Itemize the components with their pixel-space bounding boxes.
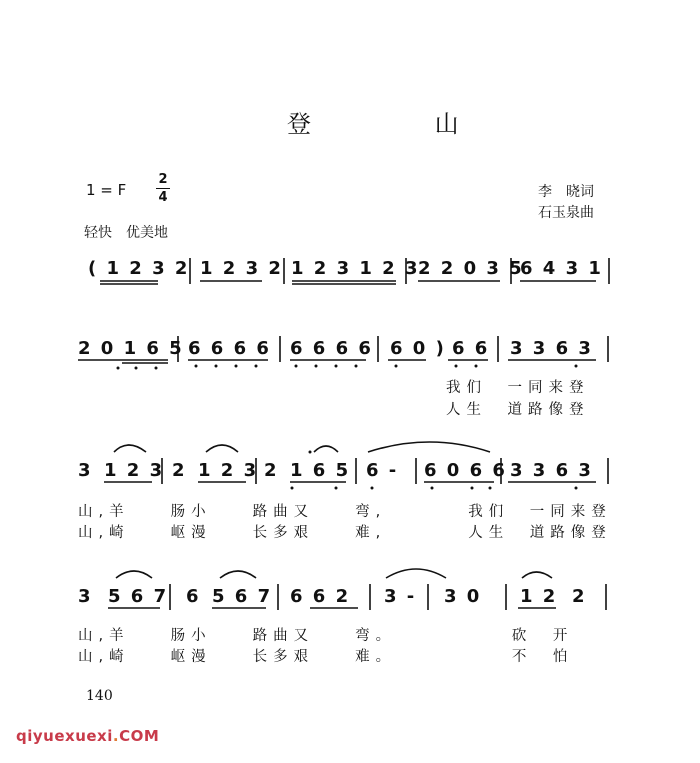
measure: 1 2 3 <box>104 460 165 481</box>
watermark-q: q <box>16 727 28 745</box>
measure: 3 3 6 3 <box>510 338 593 359</box>
measure: 1 6 5 <box>290 460 351 481</box>
measure: 6 6 2 <box>290 586 351 607</box>
octave-dot <box>489 487 492 490</box>
watermark <box>16 727 159 745</box>
lyric-line-5: 山,羊 肠小 路曲又 弯。 砍 开 <box>78 628 574 644</box>
measure: 1 2 3 <box>198 460 259 481</box>
octave-dot <box>195 365 198 368</box>
tempo-marking: 轻快 优美地 <box>84 225 168 241</box>
measure: 1 2 3 2 <box>200 258 283 279</box>
octave-dot <box>155 367 158 370</box>
slur <box>368 442 490 452</box>
watermark-dot: . <box>112 727 120 745</box>
octave-dot <box>335 365 338 368</box>
measure: 6 4 3 1 <box>520 258 603 279</box>
lyric-line-2: 人生 道路像登 <box>446 402 590 418</box>
slur <box>314 446 338 452</box>
measure: 6 0 6 6 <box>424 460 507 481</box>
octave-dot <box>431 487 434 490</box>
slur <box>220 571 256 578</box>
measure: 6 6 6 6 <box>290 338 373 359</box>
measure: 6 <box>186 586 201 607</box>
octave-dot <box>575 487 578 490</box>
key-signature: 1 = F <box>86 181 127 199</box>
octave-dot <box>215 365 218 368</box>
measure: 3 0 <box>444 586 482 607</box>
lyric-line-1: 我们 一同来登 <box>446 380 590 396</box>
octave-dot <box>309 451 312 454</box>
measure: 3 <box>78 586 93 607</box>
octave-dot <box>455 365 458 368</box>
slur <box>206 445 238 452</box>
time-sig-top: 2 <box>158 172 168 187</box>
slur <box>386 569 446 578</box>
lyric-line-4: 山,崎 岖漫 长多艰 难, 人生 道路像登 <box>78 525 612 541</box>
lyric-line-6: 山,崎 岖漫 长多艰 难。 不 怕 <box>78 649 574 665</box>
composer-credit: 石玉泉曲 <box>538 205 594 221</box>
song-title: 登 山 <box>287 110 517 138</box>
measure: 2 <box>172 460 187 481</box>
measure: 6 6 6 6 <box>188 338 271 359</box>
page-number: 140 <box>86 688 113 704</box>
octave-dot <box>335 487 338 490</box>
octave-dot <box>291 487 294 490</box>
measure: 1 2 3 1 2 3 <box>291 258 420 279</box>
octave-dot <box>255 365 258 368</box>
time-sig-bottom: 4 <box>158 190 168 205</box>
measure: 2 <box>264 460 279 481</box>
measure: 3 3 6 3 <box>510 460 593 481</box>
lyric-line-3: 山,羊 肠小 路曲又 弯, 我们 一同来登 <box>78 504 612 520</box>
octave-dot <box>135 367 138 370</box>
octave-dot <box>315 365 318 368</box>
measure: 6 - <box>366 460 399 481</box>
octave-dot <box>471 487 474 490</box>
octave-dot <box>395 365 398 368</box>
watermark-com: COM <box>119 727 160 745</box>
octave-dot <box>235 365 238 368</box>
octave-dot <box>355 365 358 368</box>
measure: 3 <box>78 460 93 481</box>
octave-dot <box>475 365 478 368</box>
measure: 3 - <box>384 586 417 607</box>
watermark-text: iyuexuexi <box>27 727 113 745</box>
octave-dot <box>371 487 374 490</box>
measure: 2 <box>572 586 587 607</box>
measure: 2 2 0 3 5 <box>418 258 524 279</box>
measure: 1 2 <box>520 586 558 607</box>
slur <box>114 445 146 452</box>
slur <box>116 571 152 578</box>
measure: ( 1 2 3 2 <box>88 258 190 279</box>
measure: 6 6 <box>452 338 490 359</box>
lyricist-credit: 李 晓词 <box>538 184 594 200</box>
slur <box>522 572 552 578</box>
measure: 5 6 7 <box>108 586 169 607</box>
measure: 2 0 1 6 5 <box>78 338 184 359</box>
octave-dot <box>575 365 578 368</box>
measure: 5 6 7 <box>212 586 273 607</box>
octave-dot <box>117 367 120 370</box>
measure: 6 0 ) <box>390 338 446 359</box>
octave-dot <box>295 365 298 368</box>
